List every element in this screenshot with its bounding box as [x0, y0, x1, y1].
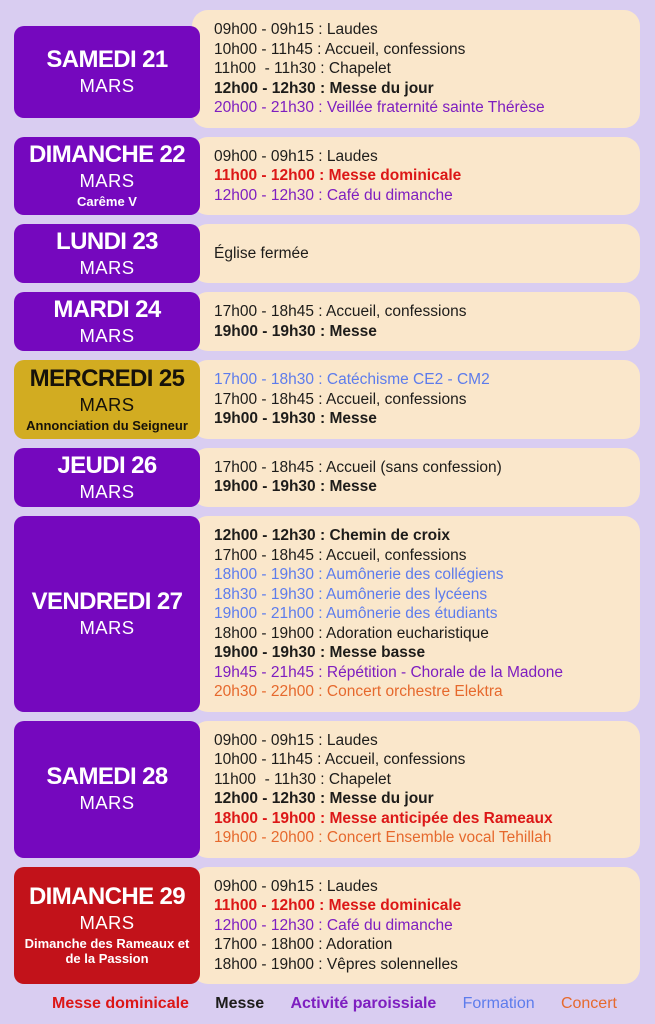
event-item: 18h00 - 19h00 : Adoration eucharistique — [214, 624, 489, 642]
event-item: 19h00 - 19h30 : Messe — [214, 322, 377, 340]
event-item: 11h00 - 12h00 : Messe dominicale — [214, 897, 462, 915]
event-item: 17h00 - 18h00 : Adoration — [214, 936, 393, 954]
event-item: 11h00 - 12h00 : Messe dominicale — [214, 167, 462, 184]
event-item: 20h00 - 21h30 : Veillée fraternité sainte Thérèse — [214, 99, 545, 116]
events-panel — [192, 292, 640, 351]
day-subtitle: Dimanche des Rameaux et de la Passion — [24, 936, 190, 967]
day-card — [14, 137, 200, 216]
legend-item: Activité paroissiale — [290, 995, 437, 1013]
event-item: 09h00 - 09h15 : Laudes — [214, 21, 378, 38]
day-subtitle: Carême V — [77, 194, 137, 210]
day-card — [14, 867, 200, 985]
day-name: VENDREDI 27 — [31, 588, 183, 616]
day-name: DIMANCHE 22 — [28, 141, 186, 168]
event-item: 17h00 - 18h30 : Catéchisme CE2 - CM2 — [214, 371, 490, 389]
event-item: 11h00 - 11h30 : Chapelet — [214, 770, 391, 788]
day-row — [14, 448, 640, 507]
events-panel — [192, 137, 640, 216]
day-card — [14, 516, 200, 712]
event-item: 19h00 - 19h30 : Messe — [214, 478, 377, 496]
day-month: MARS — [79, 911, 135, 933]
event-item: 11h00 - 11h30 : Chapelet — [214, 60, 391, 77]
legend-item: Messe — [215, 995, 265, 1013]
event-item: 18h00 - 19h30 : Aumônerie des collégiens — [214, 566, 504, 584]
event-item: 19h00 - 20h00 : Concert Ensemble vocal Tehillah — [214, 829, 552, 847]
event-item: 18h30 - 19h30 : Aumônerie des lycéens — [214, 585, 488, 603]
event-item: 19h00 - 19h30 : Messe basse — [214, 644, 426, 662]
events-panel — [192, 360, 640, 439]
event-item: 19h00 - 21h00 : Aumônerie des étudiants — [214, 605, 498, 623]
day-row — [14, 224, 640, 283]
day-month: MARS — [79, 393, 135, 415]
day-card — [14, 26, 200, 118]
event-item: 10h00 - 11h45 : Accueil, confessions — [214, 751, 466, 769]
events-panel — [192, 224, 640, 283]
day-month: MARS — [79, 617, 135, 639]
day-row — [14, 360, 640, 439]
legend — [14, 993, 640, 1013]
day-card — [14, 721, 200, 858]
day-name: LUNDI 23 — [56, 228, 158, 255]
day-name: MERCREDI 25 — [29, 364, 185, 392]
day-row — [14, 721, 640, 858]
event-item: 18h00 - 19h00 : Messe anticipée des Rameaux — [214, 809, 553, 827]
event-item: 12h00 - 12h30 : Chemin de croix — [214, 527, 451, 545]
event-item: 10h00 - 11h45 : Accueil, confessions — [214, 40, 466, 58]
day-card — [14, 448, 200, 507]
event-item: 19h45 - 21h45 : Répétition - Chorale de la Madone — [214, 663, 563, 681]
day-row — [14, 867, 640, 985]
day-month: MARS — [79, 792, 135, 814]
day-card — [14, 224, 200, 283]
day-subtitle: Annonciation du Seigneur — [26, 418, 188, 434]
event-item: 19h00 - 19h30 : Messe — [214, 410, 377, 428]
day-name: SAMEDI 28 — [46, 763, 168, 791]
day-card — [14, 360, 200, 439]
event-item: 12h00 - 12h30 : Café du dimanche — [214, 186, 453, 204]
day-card — [14, 292, 200, 351]
events-panel — [192, 516, 640, 712]
legend-item: Concert — [560, 995, 617, 1013]
event-item: 12h00 - 12h30 : Café du dimanche — [214, 916, 453, 934]
event-item: 12h00 - 12h30 : Messe du jour — [214, 79, 434, 97]
event-item: 09h00 - 09h15 : Laudes — [214, 731, 378, 749]
events-panel — [192, 10, 640, 128]
event-item: 17h00 - 18h45 : Accueil (sans confession) — [214, 458, 502, 476]
event-item: 09h00 - 09h15 : Laudes — [214, 147, 378, 165]
event-item: 20h30 - 22h00 : Concert orchestre Elektra — [214, 683, 503, 701]
event-item: 17h00 - 18h45 : Accueil, confessions — [214, 303, 467, 321]
day-month: MARS — [79, 256, 135, 278]
day-name: MARDI 24 — [53, 296, 161, 324]
day-month: MARS — [79, 75, 135, 97]
day-row — [14, 10, 640, 128]
events-panel — [192, 867, 640, 985]
legend-item: Messe dominicale — [52, 995, 189, 1013]
day-row — [14, 516, 640, 712]
events-panel — [192, 448, 640, 507]
events-panel — [192, 721, 640, 858]
event-item: 09h00 - 09h15 : Laudes — [214, 877, 378, 895]
day-name: SAMEDI 21 — [46, 46, 168, 74]
day-name: DIMANCHE 29 — [28, 882, 186, 910]
day-row — [14, 292, 640, 351]
schedule — [14, 10, 640, 993]
event-item: 17h00 - 18h45 : Accueil, confessions — [214, 546, 467, 564]
event-item: 17h00 - 18h45 : Accueil, confessions — [214, 390, 467, 408]
legend-item: Formation — [462, 995, 535, 1013]
event-item: 18h00 - 19h00 : Vêpres solennelles — [214, 955, 458, 973]
day-row — [14, 137, 640, 216]
event-item: Église fermée — [214, 244, 309, 262]
day-month: MARS — [79, 480, 135, 502]
event-item: 12h00 - 12h30 : Messe du jour — [214, 790, 434, 808]
day-name: JEUDI 26 — [57, 451, 157, 479]
day-month: MARS — [79, 169, 135, 191]
day-month: MARS — [79, 325, 135, 347]
